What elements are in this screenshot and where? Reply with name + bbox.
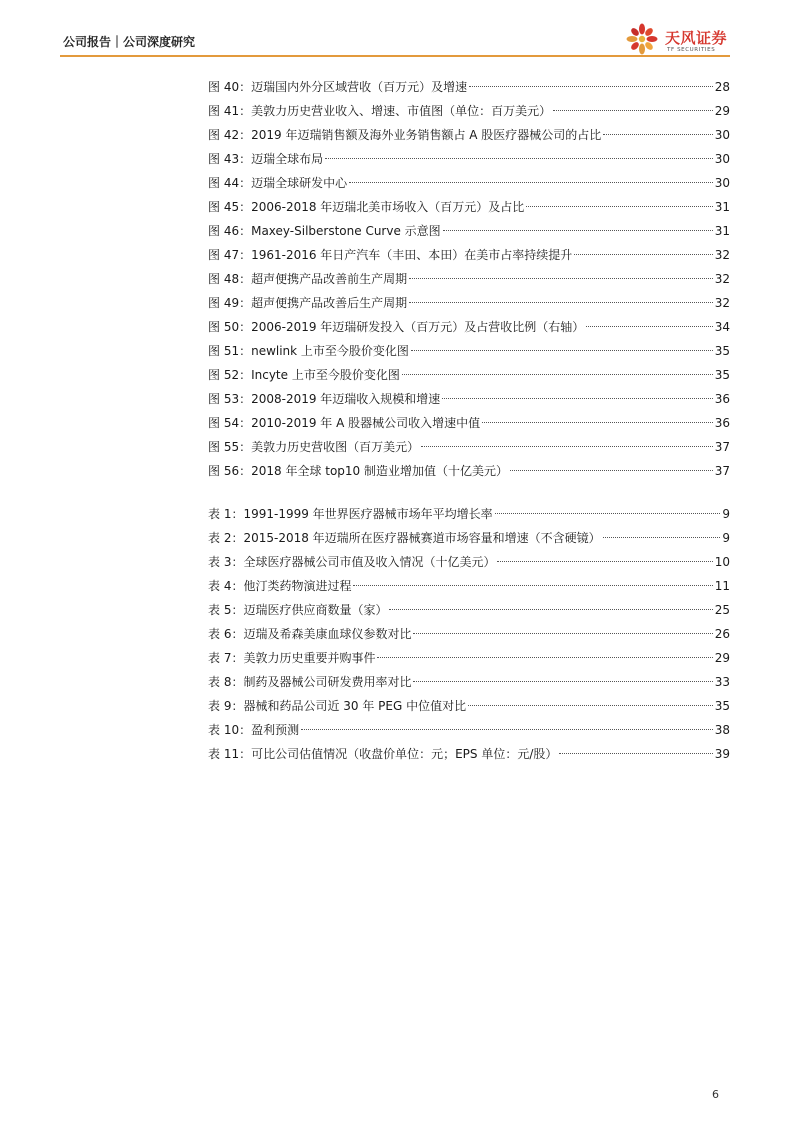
dot-leader	[411, 350, 713, 351]
dot-leader	[526, 206, 712, 207]
figure-toc-entry[interactable]	[208, 411, 730, 435]
dot-leader	[495, 513, 721, 514]
figure-toc-entry[interactable]	[208, 243, 730, 267]
entry-page-number: 37	[714, 464, 730, 478]
dot-leader	[325, 158, 713, 159]
entry-page-number: 32	[714, 248, 730, 262]
entry-page-number: 28	[714, 80, 730, 94]
entry-label: 图 42：2019 年迈瑞销售额及海外业务销售额占 A 股医疗器械公司的占比	[208, 128, 602, 142]
tables-index	[208, 502, 730, 766]
figures-index	[208, 75, 730, 483]
entry-label: 图 48：超声便携产品改善前生产周期	[208, 272, 408, 286]
entry-label: 表 4：他汀类药物演进过程	[208, 579, 352, 593]
entry-label: 图 51：newlink 上市至今股价变化图	[208, 344, 409, 358]
table-toc-entry[interactable]	[208, 622, 730, 646]
dot-leader	[377, 657, 712, 658]
entry-page-number: 9	[722, 531, 730, 545]
entry-label: 图 44：迈瑞全球研发中心	[208, 176, 348, 190]
dot-leader	[603, 134, 712, 135]
entry-label: 图 54：2010-2019 年 A 股器械公司收入增速中值	[208, 416, 481, 430]
entry-label: 图 41：美敦力历史营业收入、增速、市值图（单位：百万美元）	[208, 104, 552, 118]
figure-toc-entry[interactable]	[208, 459, 730, 483]
entry-label: 图 40：迈瑞国内外分区域营收（百万元）及增速	[208, 80, 468, 94]
entry-page-number: 35	[714, 368, 730, 382]
table-toc-entry[interactable]	[208, 718, 730, 742]
header-divider	[60, 55, 730, 57]
dot-leader	[389, 609, 712, 610]
figure-toc-entry[interactable]	[208, 171, 730, 195]
entry-label: 图 52：Incyte 上市至今股价变化图	[208, 368, 400, 382]
company-logo	[622, 22, 734, 56]
entry-label: 图 49：超声便携产品改善后生产周期	[208, 296, 408, 310]
dot-leader	[402, 374, 713, 375]
report-type-title: 公司报告｜公司深度研究	[63, 35, 196, 49]
entry-page-number: 39	[714, 747, 730, 761]
entry-page-number: 33	[714, 675, 730, 689]
dot-leader	[553, 110, 713, 111]
table-toc-entry[interactable]	[208, 550, 730, 574]
dot-leader	[353, 585, 712, 586]
table-toc-entry[interactable]	[208, 574, 730, 598]
entry-label: 图 43：迈瑞全球布局	[208, 152, 324, 166]
page-header	[0, 0, 793, 60]
dot-leader	[603, 537, 721, 538]
dot-leader	[510, 470, 713, 471]
entry-page-number: 32	[714, 272, 730, 286]
table-toc-entry[interactable]	[208, 670, 730, 694]
entry-page-number: 31	[714, 224, 730, 238]
figure-toc-entry[interactable]	[208, 99, 730, 123]
figure-toc-entry[interactable]	[208, 147, 730, 171]
entry-label: 表 5：迈瑞医疗供应商数量（家）	[208, 603, 388, 617]
entry-page-number: 30	[714, 152, 730, 166]
entry-page-number: 9	[722, 507, 730, 521]
dot-leader	[559, 753, 712, 754]
entry-label: 图 50：2006-2019 年迈瑞研发投入（百万元）及占营收比例（右轴）	[208, 320, 585, 334]
figure-toc-entry[interactable]	[208, 75, 730, 99]
entry-page-number: 37	[714, 440, 730, 454]
entry-label: 图 56：2018 年全球 top10 制造业增加值（十亿美元）	[208, 464, 509, 478]
entry-page-number: 35	[714, 344, 730, 358]
entry-page-number: 38	[714, 723, 730, 737]
figure-toc-entry[interactable]	[208, 435, 730, 459]
entry-label: 表 7：美敦力历史重要并购事件	[208, 651, 376, 665]
dot-leader	[442, 398, 712, 399]
dot-leader	[421, 446, 713, 447]
dot-leader	[409, 278, 713, 279]
figure-toc-entry[interactable]	[208, 195, 730, 219]
entry-label: 图 46：Maxey-Silberstone Curve 示意图	[208, 224, 441, 238]
figure-toc-entry[interactable]	[208, 267, 730, 291]
entry-page-number: 25	[714, 603, 730, 617]
entry-page-number: 31	[714, 200, 730, 214]
dot-leader	[586, 326, 712, 327]
dot-leader	[413, 681, 712, 682]
entry-page-number: 34	[714, 320, 730, 334]
entry-page-number: 32	[714, 296, 730, 310]
entry-label: 表 3：全球医疗器械公司市值及收入情况（十亿美元）	[208, 555, 496, 569]
entry-label: 表 8：制药及器械公司研发费用率对比	[208, 675, 412, 689]
entry-label: 图 45：2006-2018 年迈瑞北美市场收入（百万元）及占比	[208, 200, 525, 214]
entry-label: 表 2：2015-2018 年迈瑞所在医疗器械赛道市场容量和增速（不含硬镜）	[208, 531, 601, 545]
dot-leader	[497, 561, 712, 562]
table-toc-entry[interactable]	[208, 526, 730, 550]
entry-label: 图 47：1961-2016 年日产汽车（丰田、本田）在美市占率持续提升	[208, 248, 573, 262]
figure-toc-entry[interactable]	[208, 315, 730, 339]
table-toc-entry[interactable]	[208, 502, 730, 526]
entry-page-number: 30	[714, 176, 730, 190]
entry-label: 表 6：迈瑞及希森美康血球仪参数对比	[208, 627, 412, 641]
logo-english-name: TF SECURITIES	[667, 47, 716, 53]
dot-leader	[349, 182, 713, 183]
figure-toc-entry[interactable]	[208, 123, 730, 147]
figure-toc-entry[interactable]	[208, 219, 730, 243]
dot-leader	[413, 633, 712, 634]
entry-page-number: 26	[714, 627, 730, 641]
entry-page-number: 30	[714, 128, 730, 142]
table-toc-entry[interactable]	[208, 598, 730, 622]
table-toc-entry[interactable]	[208, 694, 730, 718]
entry-page-number: 29	[714, 104, 730, 118]
entry-page-number: 10	[714, 555, 730, 569]
figure-toc-entry[interactable]	[208, 363, 730, 387]
entry-label: 表 1：1991-1999 年世界医疗器械市场年平均增长率	[208, 507, 493, 521]
entry-label: 表 9：器械和药品公司近 30 年 PEG 中位值对比	[208, 699, 467, 713]
entry-page-number: 29	[714, 651, 730, 665]
dot-leader	[443, 230, 713, 231]
dot-leader	[468, 705, 713, 706]
figure-toc-entry[interactable]	[208, 291, 730, 315]
dot-leader	[301, 729, 713, 730]
entry-label: 表 11：可比公司估值情况（收盘价单位：元；EPS 单位：元/股）	[208, 747, 558, 761]
table-toc-entry[interactable]	[208, 646, 730, 670]
table-toc-entry[interactable]	[208, 742, 730, 766]
dot-leader	[482, 422, 713, 423]
page-number: 6	[712, 1088, 719, 1101]
entry-page-number: 36	[714, 416, 730, 430]
dot-leader	[574, 254, 712, 255]
entry-page-number: 11	[714, 579, 730, 593]
flower-logo-icon	[622, 22, 662, 56]
dot-leader	[409, 302, 713, 303]
entry-label: 图 53：2008-2019 年迈瑞收入规模和增速	[208, 392, 441, 406]
entry-page-number: 36	[714, 392, 730, 406]
entry-label: 图 55：美敦力历史营收图（百万美元）	[208, 440, 420, 454]
entry-label: 表 10：盈利预测	[208, 723, 300, 737]
dot-leader	[469, 86, 713, 87]
figure-toc-entry[interactable]	[208, 387, 730, 411]
entry-page-number: 35	[714, 699, 730, 713]
logo-chinese-name: 天风证券	[665, 29, 728, 47]
figure-toc-entry[interactable]	[208, 339, 730, 363]
